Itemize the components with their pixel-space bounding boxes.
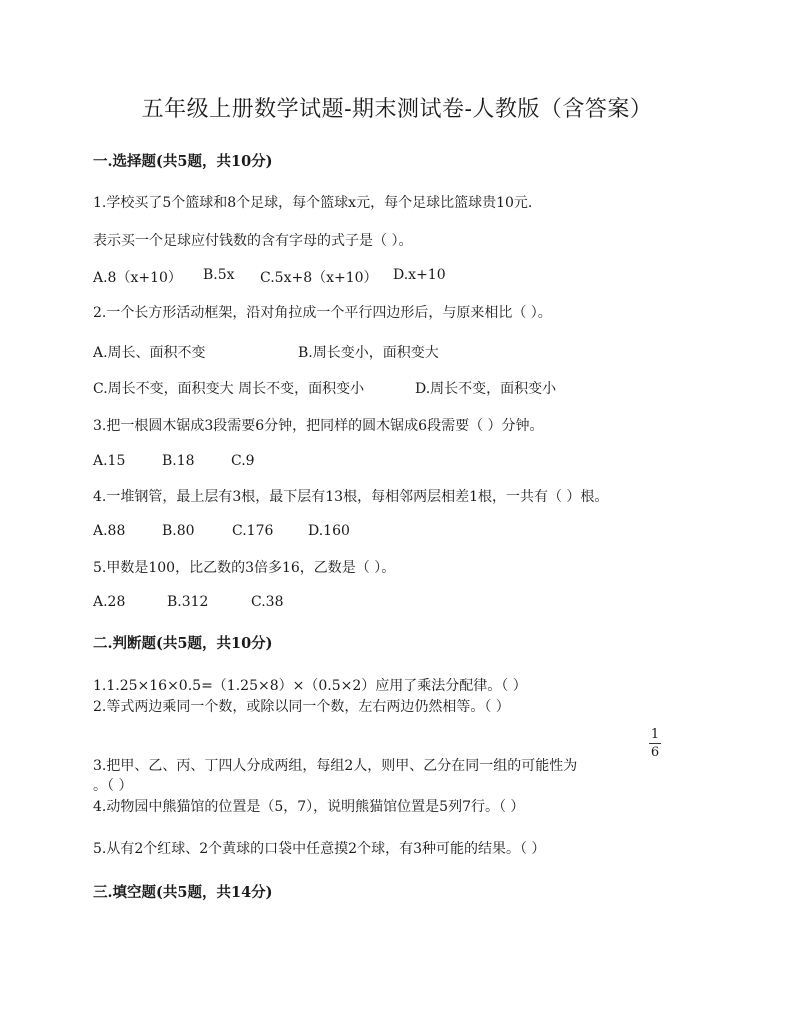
question-1-1-options [93, 267, 446, 287]
question-2-5: 5.从有2个红球、2个黄球的口袋中任意摸2个球，有3种可能的结果。（ ） [93, 841, 546, 857]
question-1-4-options [93, 523, 350, 539]
question-1-4-stem: 4.一堆钢管，最上层有3根，最下层有13根，每相邻两层相差1根，一共有（ ）根。 [93, 489, 609, 505]
section-heading-fill-in: 三.填空题(共5题，共14分) [93, 884, 273, 901]
option-d: D.160 [308, 523, 350, 539]
question-2-2: 2.等式两边乘同一个数，或除以同一个数，左右两边仍然相等。（ ） [93, 699, 510, 715]
option-a: A.28 [93, 594, 126, 610]
option-a: A.周长、面积不变 [93, 345, 206, 361]
page-title: 五年级上册数学试题-期末测试卷-人教版（含答案） [141, 97, 653, 122]
option-b: B.5x [203, 267, 235, 283]
question-2-1: 1.1.25×16×0.5=（1.25×8）×（0.5×2）应用了乘法分配律。（ ） [93, 678, 527, 694]
option-a: A.88 [93, 523, 126, 539]
question-1-2-stem: 2.一个长方形活动框架，沿对角拉成一个平行四边形后，与原来相比（ ）。 [93, 305, 552, 321]
question-1-1-line1: 1.学校买了5个篮球和8个足球，每个篮球x元，每个足球比篮球贵10元. [93, 195, 533, 211]
question-1-5-stem: 5.甲数是100，比乙数的3倍多16，乙数是（ ）。 [93, 560, 396, 576]
option-b: B.18 [162, 453, 195, 469]
question-1-2-options-row2 [93, 378, 557, 398]
option-b: B.312 [167, 594, 209, 610]
question-1-3-stem: 3.把一根圆木锯成3段需要6分钟，把同样的圆木锯成6段需要（ ）分钟。 [93, 418, 544, 434]
option-d: D.周长不变，面积变小 [415, 381, 557, 397]
fraction-numerator: 1 [650, 727, 660, 742]
option-c: C.38 [251, 594, 284, 610]
option-c: C.176 [232, 523, 274, 539]
option-a: A.8（x+10） [93, 270, 182, 286]
fraction-denominator: 6 [650, 745, 660, 760]
option-b: B.80 [162, 523, 195, 539]
question-1-2-options-row1 [93, 342, 439, 362]
question-1-1-line2: 表示买一个足球应付钱数的含有字母的式子是（ ）。 [93, 233, 413, 249]
question-2-3-line2: 。（ ） [93, 778, 133, 794]
option-c: C.9 [231, 453, 255, 469]
question-1-5-options [93, 594, 284, 610]
option-d: D.x+10 [393, 267, 446, 283]
option-a: A.15 [93, 453, 126, 469]
option-b: B.周长变小，面积变大 [298, 345, 439, 361]
option-c: C.5x+8（x+10） [260, 270, 378, 286]
option-c: C.周长不变，面积变大 周长不变，面积变小 [93, 381, 365, 397]
question-1-3-options [93, 453, 255, 469]
section-heading-judgement: 二.判断题(共5题，共10分) [93, 635, 273, 652]
question-2-3-line1: 3.把甲、乙、丙、丁四人分成两组，每组2人，则甲、乙分在同一组的可能性为 [93, 758, 578, 774]
section-heading-choice: 一.选择题(共5题，共10分) [93, 153, 273, 170]
question-2-4: 4.动物园中熊猫馆的位置是（5，7），说明熊猫馆位置是5列7行。（ ） [93, 799, 525, 815]
fraction-one-sixth [648, 728, 662, 759]
